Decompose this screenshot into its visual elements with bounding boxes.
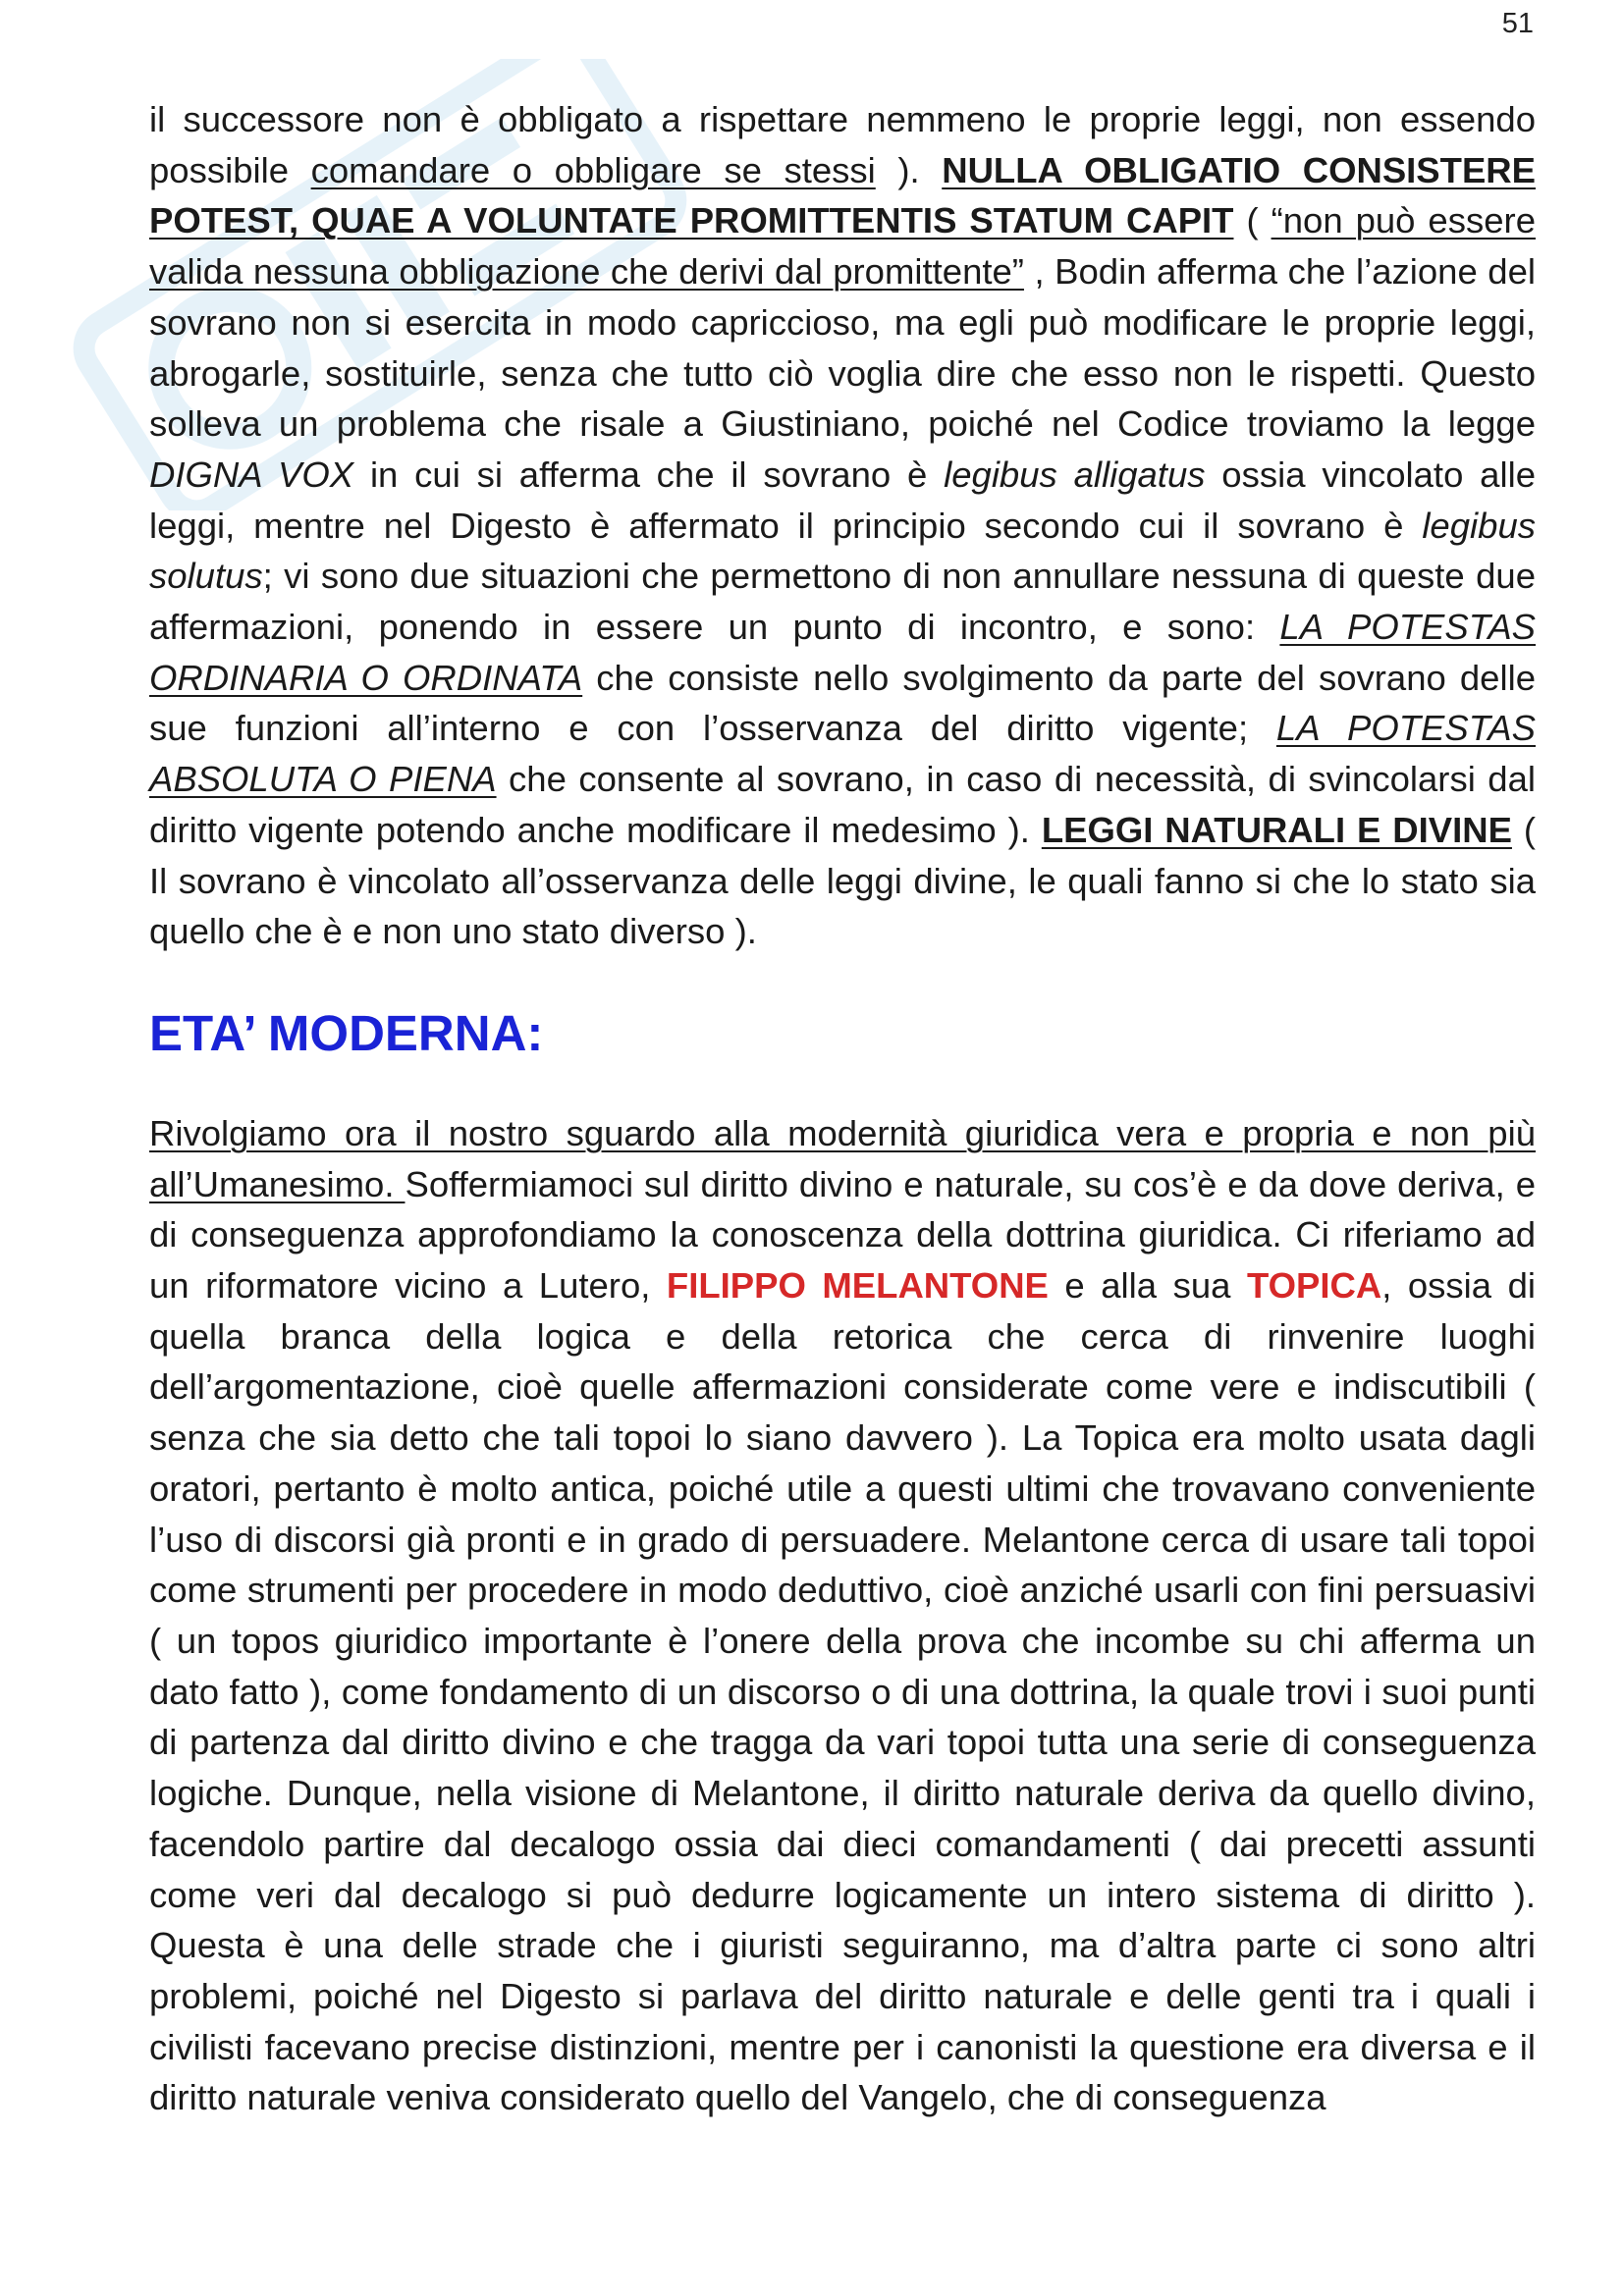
text-segment: in cui si afferma che il sovrano è: [353, 454, 945, 495]
page-number: 51: [1501, 8, 1534, 39]
term-potestas-absoluta: LA POTESTAS ABSOLUTA O PIENA: [149, 708, 1536, 800]
document-body: [149, 94, 1536, 2123]
text-segment: , Bodin afferma che l’azione del sovrano non si esercita in modo capriccioso, ma egli può modificare le proprie leggi, abrogarle, sostituirle, senza che tutto ciò voglia dire che esso non le rispetti. Questo solleva un problema che risale a Giustiniano, poiché nel Codice troviamo la legge: [149, 251, 1536, 445]
underlined-phrase: comandare o obbligare se stessi: [310, 149, 876, 190]
text-segment: ossia vincolato alle leggi, mentre nel Digesto è affermato il principio secondo cui il sovrano è: [149, 454, 1536, 546]
text-segment: e alla sua: [1048, 1265, 1247, 1307]
text-segment: Soffermiamoci sul diritto divino e naturale, su cos’è e da dove deriva, e di conseguenza approfondiamo la conoscenza della dottrina giuridica. Ci riferiamo ad un riformatore vicino a Lutero,: [149, 1163, 1536, 1307]
text-segment: ; vi sono due situazioni che permettono di non annullare nessuna di queste due affermazioni, ponendo in essere un punto di incontro, e sono:: [149, 556, 1536, 648]
name-filippo-melantone: FILIPPO MELANTONE: [666, 1265, 1049, 1307]
text-segment: che consente al sovrano, in caso di necessità, di svincolarsi dal diritto vigente potendo anche modificare il medesimo ).: [149, 759, 1536, 850]
term-topica: TOPICA: [1246, 1265, 1382, 1307]
latin-maxim: NULLA OBLIGATIO CONSISTERE POTEST, QUAE A VOLUNTATE PROMITTENTIS STATUM CAPIT: [149, 149, 1537, 241]
text-segment: , ossia di quella branca della logica e della retorica che cerca di rinvenire luoghi dell’argomentazione, cioè quelle affermazioni considerate come vere e indiscutibili ( senza che sia detto che tali topoi lo siano davvero ). La Topica era molto usata dagli oratori, pertanto è molto antica, poiché utile a questi ultimi che trovavano conveniente l’uso di discorsi già pronti e in grado di persuadere. Melantone cerca di usare tali topoi come strumenti per procedere in modo deduttivo, cioè anziché usarli con fini persuasivi ( un topos giuridico importante è l’onere della prova che incombe su chi afferma un dato fatto ), come fondamento di un discorso o di una dottrina, la quale trovi i suoi punti di partenza dal diritto divino e che tragga da vari topoi tutta una serie di conseguenza logiche. Dunque, nella visione di Melantone, il diritto naturale deriva da quello divino, facendolo partire dal decalogo ossia dai dieci comandamenti ( dai precetti assunti come veri dal decalogo si può dedurre logicamente un intero sistema di diritto ). Questa è una delle strade che i giuristi seguiranno, ma d’altra parte ci sono altri problemi, poiché nel Digesto si parlava del diritto naturale e delle genti tra i quali i civilisti facevano precise distinzioni, mentre per i canonisti la questione era diversa e il diritto naturale veniva considerato quello del Vangelo, che di conseguenza: [149, 1265, 1537, 2118]
term-potestas-ordinaria: LA POTESTAS ORDINARIA O ORDINATA: [149, 607, 1537, 698]
text-segment: che consiste nello svolgimento da parte del sovrano delle sue funzioni all’interno e con l’osservanza del diritto vigente;: [149, 657, 1537, 749]
text-segment: ).: [875, 149, 943, 190]
section-heading: ETA’ MODERNA:: [149, 1004, 544, 1061]
term-leggi-naturali-divine: LEGGI NATURALI E DIVINE: [1041, 809, 1512, 850]
text-segment: il successore non è obbligato a rispettare nemmeno le proprie leggi, non essendo possibile: [149, 99, 1536, 190]
maxim-translation: “non può essere valida nessuna obbligazione che derivi dal promittente”: [149, 200, 1536, 293]
paragraph-bodin: [149, 94, 1536, 957]
term-legibus-alligatus: legibus alligatus: [944, 454, 1206, 495]
text-segment: ( Il sovrano è vincolato all’osservanza delle leggi divine, le quali fanno si che lo stato sia quello che è e non uno stato diverso ).: [149, 809, 1537, 952]
term-legibus-solutus: legibus solutus: [149, 505, 1536, 597]
paragraph-melantone: [149, 1108, 1536, 2123]
underlined-intro: Rivolgiamo ora il nostro sguardo alla modernità giuridica vera e propria e non più all’Umanesimo.: [149, 1112, 1536, 1204]
text-segment: (: [1233, 200, 1271, 241]
law-digna-vox: DIGNA VOX: [149, 454, 354, 495]
